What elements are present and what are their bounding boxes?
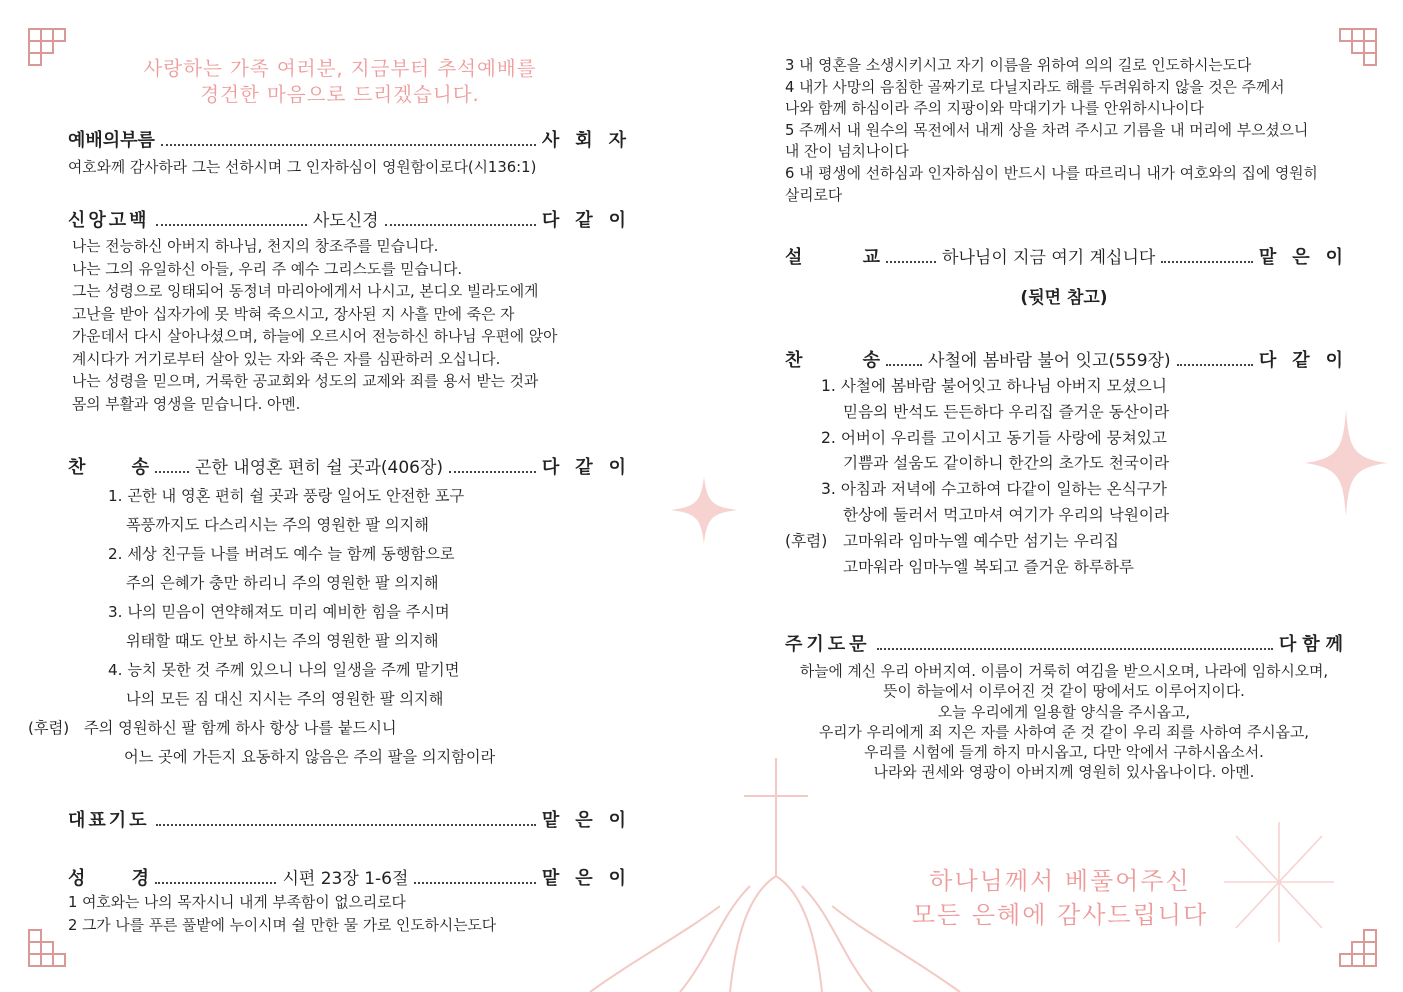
call-role: 사회자 bbox=[541, 130, 642, 151]
call-label: 예배의부름 bbox=[68, 130, 155, 151]
creed-label: 신앙고백 bbox=[68, 210, 150, 231]
scripture-text-right bbox=[785, 55, 1343, 206]
lyric-line: 3. 아침과 저녁에 수고하여 다같이 일하는 온식구가 bbox=[821, 480, 1167, 499]
scripture-section bbox=[68, 864, 642, 937]
lyric-line: 2. 세상 친구들 나를 버려도 예수 늘 함께 동행함으로 bbox=[108, 545, 455, 563]
creed-line: 가운데서 다시 살아나셨으며, 하늘에 오르시어 전능하신 하나님 우편에 앉아 bbox=[72, 328, 558, 345]
leader-dots bbox=[155, 470, 189, 473]
leader-dots bbox=[1177, 363, 1253, 366]
closing-line-2: 모든 은혜에 감사드립니다 bbox=[911, 901, 1209, 929]
scripture-title: 시편 23장 1-6절 bbox=[282, 869, 409, 889]
scripture-role: 맡은이 bbox=[541, 868, 642, 889]
creed-section bbox=[68, 206, 642, 416]
closing-line-1: 하나님께서 베풀어주신 bbox=[929, 867, 1191, 895]
lyric-line: 2. 어버이 우리를 고이시고 동기들 사랑에 뭉쳐있고 bbox=[821, 428, 1167, 447]
sermon-section bbox=[785, 243, 1359, 308]
grid-corner-icon bbox=[1338, 928, 1380, 970]
closing-text bbox=[880, 864, 1240, 932]
call-text: 여호와께 감사하라 그는 선하시며 그 인자하심이 영원함이로다(시136:1) bbox=[68, 159, 537, 176]
creed-text bbox=[68, 236, 626, 416]
grid-corner-icon bbox=[27, 928, 69, 970]
creed-line: 고난을 받아 십자가에 못 박혀 죽으시고, 장사된 지 사흘 만에 죽은 자 bbox=[72, 305, 515, 323]
prayer-line: 나라와 권세와 영광이 아버지께 영원히 있사옵나이다. 아멘. bbox=[873, 764, 1255, 782]
verse-line: 5 주께서 내 원수의 목전에서 내게 상을 차려 주시고 기름을 내 머리에 부으셨으니 bbox=[785, 121, 1309, 139]
hymn1-lyrics bbox=[28, 482, 626, 772]
verse-line: 4 내가 사망의 음침한 골짜기로 다닐지라도 해를 두려워하지 않을 것은 주께서 bbox=[785, 78, 1285, 96]
lyric-line: 주의 은혜가 충만 하리니 주의 영원한 팔 의지해 bbox=[126, 574, 439, 592]
leader-dots bbox=[877, 647, 1273, 650]
rep-prayer-label: 대표기도 bbox=[68, 810, 150, 831]
hymn2-lyrics bbox=[785, 374, 1343, 580]
verse-line: 2 그가 나를 푸른 풀밭에 누이시며 쉴 만한 물 가로 인도하시는도다 bbox=[68, 916, 497, 934]
prayer-line: 오늘 우리에게 일용할 양식을 주시옵고, bbox=[937, 703, 1191, 721]
lyric-line: 나의 모든 짐 대신 지시는 주의 영원한 팔 의지해 bbox=[126, 690, 444, 708]
lyric-line: 3. 나의 믿음이 연약해져도 미리 예비한 힘을 주시며 bbox=[108, 603, 450, 621]
creed-role: 다같이 bbox=[541, 210, 642, 231]
lyric-line: 4. 능치 못한 것 주께 있으니 나의 일생을 주께 맡기면 bbox=[108, 661, 460, 679]
call-to-worship bbox=[68, 126, 642, 180]
creed-line: 나는 전능하신 아버지 하나님, 천지의 창조주를 믿습니다. bbox=[72, 238, 439, 255]
lyric-line: 주의 영원하신 팔 함께 하사 항상 나를 붙드시니 bbox=[84, 719, 397, 737]
creed-line: 몸의 부활과 영생을 믿습니다. 아멘. bbox=[72, 395, 301, 413]
leader-dots bbox=[156, 223, 307, 226]
lyric-line: 믿음의 반석도 든든하다 우리집 즐거운 동산이라 bbox=[843, 402, 1170, 421]
leader-dots bbox=[1161, 260, 1253, 263]
leader-dots bbox=[155, 881, 276, 884]
leader-dots bbox=[385, 223, 536, 226]
rep-prayer-role: 맡은이 bbox=[541, 810, 642, 831]
lyric-line: 고마워라 임마누엘 복되고 즐거운 하루하루 bbox=[843, 557, 1134, 576]
rep-prayer-section bbox=[68, 806, 642, 832]
intro-line-2: 경건한 마음으로 드리겠습니다. bbox=[200, 83, 480, 106]
verse-line: 1 여호와는 나의 목자시니 내게 부족함이 없으리로다 bbox=[68, 894, 406, 911]
hymn1-role: 다같이 bbox=[541, 457, 642, 478]
leader-dots bbox=[161, 143, 536, 146]
creed-line: 그는 성령으로 잉태되어 동정녀 마리아에게서 나시고, 본디오 빌라도에게 bbox=[72, 283, 539, 300]
lyric-line: 1. 사철에 봄바람 불어잇고 하나님 아버지 모셨으니 bbox=[821, 377, 1167, 395]
refrain-tag: (후렴) bbox=[28, 719, 70, 737]
lords-prayer-text bbox=[785, 662, 1343, 784]
lords-prayer-label: 주기도문 bbox=[785, 634, 871, 655]
lords-prayer-section bbox=[785, 630, 1349, 784]
hymn1-label: 찬 송 bbox=[68, 457, 150, 478]
sermon-title: 하나님이 지금 여기 계십니다 bbox=[942, 248, 1156, 268]
hymn2-section bbox=[785, 346, 1359, 580]
lords-prayer-role: 다함께 bbox=[1278, 634, 1349, 655]
scripture-label: 성 경 bbox=[68, 868, 150, 889]
lyric-line: 폭풍까지도 다스리시는 주의 영원한 팔 의지해 bbox=[126, 516, 429, 534]
intro-text bbox=[60, 56, 620, 108]
lyric-line: 어느 곳에 가든지 요동하지 않음은 주의 팔을 의지함이라 bbox=[124, 748, 496, 766]
intro-line-1: 사랑하는 가족 여러분, 지금부터 추석예배를 bbox=[143, 57, 537, 80]
prayer-line: 뜻이 하늘에서 이루어진 것 같이 땅에서도 이루어지이다. bbox=[883, 683, 1245, 701]
scripture-text-left bbox=[68, 892, 626, 937]
leader-dots bbox=[886, 260, 936, 263]
prayer-line: 우리가 우리에게 죄 지은 자를 사하여 준 것 같이 우리 죄를 사하여 주시옵고, bbox=[819, 723, 1309, 741]
sparkle-icon bbox=[668, 474, 740, 546]
leader-dots bbox=[449, 470, 536, 473]
hymn2-role: 다같이 bbox=[1258, 350, 1359, 371]
creed-line: 계시다가 거기로부터 살아 있는 자와 죽은 자를 심판하러 오십니다. bbox=[72, 350, 501, 368]
leader-dots bbox=[886, 363, 922, 366]
hymn2-title: 사철에 봄바람 불어 잇고(559장) bbox=[928, 351, 1171, 371]
sermon-label: 설 교 bbox=[785, 247, 881, 268]
verse-line: 내 잔이 넘치나이다 bbox=[785, 143, 909, 161]
prayer-line: 우리를 시험에 들게 하지 마시옵고, 다만 악에서 구하시옵소서. bbox=[864, 744, 1264, 762]
lyric-line: 1. 곤한 내 영혼 편히 쉴 곳과 풍랑 일어도 안전한 포구 bbox=[108, 487, 465, 505]
verse-line: 3 내 영혼을 소생시키시고 자기 이름을 위하여 의의 길로 인도하시는도다 bbox=[785, 57, 1252, 74]
lyric-line: 한상에 둘러서 먹고마셔 여기가 우리의 낙원이라 bbox=[843, 505, 1170, 524]
lyric-line: 고마워라 임마누엘 예수만 섬기는 우리집 bbox=[843, 531, 1119, 550]
prayer-line: 하늘에 계신 우리 아버지여. 이름이 거룩히 여김을 받으시오며, 나라에 임하시오며, bbox=[799, 663, 1329, 680]
verse-line: 나와 함께 하심이라 주의 지팡이와 막대기가 나를 안위하시나이다 bbox=[785, 100, 1204, 118]
verse-line: 살리로다 bbox=[785, 186, 843, 204]
creed-line: 나는 그의 유일하신 아들, 우리 주 예수 그리스도를 믿습니다. bbox=[72, 260, 463, 278]
lyric-line: 위태할 때도 안보 하시는 주의 영원한 팔 의지해 bbox=[126, 632, 439, 650]
hymn1-section bbox=[28, 453, 642, 772]
hymn2-label: 찬 송 bbox=[785, 350, 881, 371]
refrain-tag: (후렴) bbox=[785, 531, 828, 550]
creed-title: 사도신경 bbox=[312, 211, 379, 231]
lyric-line: 기쁨과 설움도 같이하니 한간의 초가도 천국이라 bbox=[843, 454, 1170, 473]
starburst-icon bbox=[1224, 822, 1334, 942]
hymn1-title: 곤한 내영혼 편히 쉴 곳과(406장) bbox=[195, 458, 444, 478]
leader-dots bbox=[156, 823, 536, 826]
grid-corner-icon bbox=[1338, 27, 1380, 69]
creed-line: 나는 성령을 믿으며, 거룩한 공교회와 성도의 교제와 죄를 용서 받는 것과 bbox=[72, 373, 539, 390]
verse-line: 6 내 평생에 선하심과 인자하심이 반드시 나를 따르리니 내가 여호와의 집에 영원히 bbox=[785, 164, 1318, 182]
leader-dots bbox=[414, 881, 535, 884]
sermon-role: 맡은이 bbox=[1258, 247, 1359, 268]
sermon-note: (뒷면 참고) bbox=[1020, 288, 1108, 308]
